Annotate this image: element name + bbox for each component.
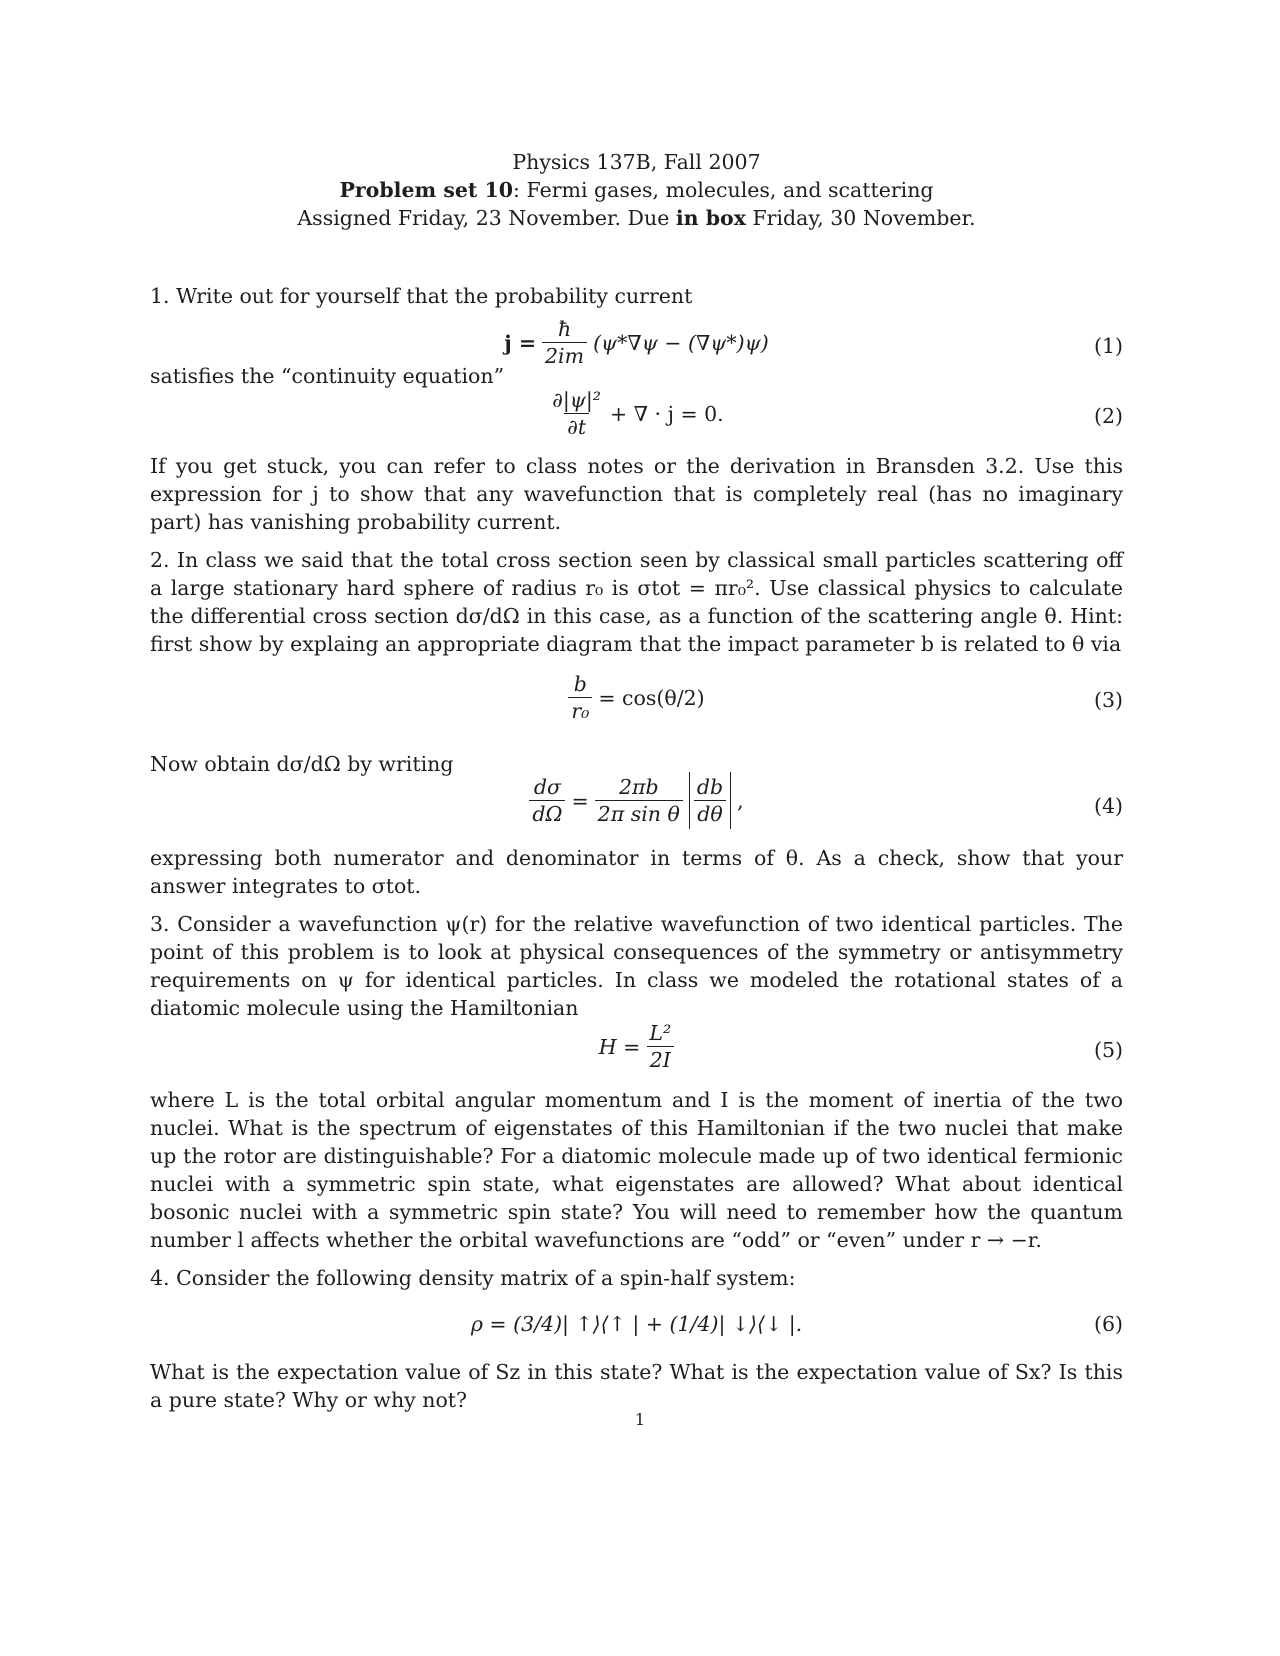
equation-6 bbox=[150, 1292, 1123, 1358]
eq3-label: (3) bbox=[1093, 688, 1123, 712]
eq5-lhs: H = bbox=[598, 1034, 641, 1059]
eq1-fraction bbox=[542, 316, 587, 369]
eq1-num: ħ bbox=[557, 317, 572, 341]
problem-4-after: What is the expectation value of Sz in this state? What is the expectation value of Sx? Is this a pure state? Why or why not? bbox=[150, 1360, 1123, 1412]
problem-1-mid: satisfies the “continuity equation” bbox=[150, 364, 505, 388]
dates-line bbox=[150, 204, 1123, 232]
eq3-rhs: = cos(θ/2) bbox=[598, 685, 705, 710]
eq3-fraction bbox=[568, 671, 592, 724]
problem-2-mid: Now obtain dσ/dΩ by writing bbox=[150, 752, 454, 776]
eq6-body: ρ = (3/4)| ↑⟩⟨↑ | + (1/4)| ↓⟩⟨↓ |. bbox=[470, 1312, 803, 1336]
eq4-aden: dθ bbox=[694, 800, 725, 827]
problem-2-body: 2. In class we said that the total cross section seen by classical small particles scattering off a large stationary hard sphere of radius r₀ is σtot = πr₀². Use classical physics to calculate the differential cross section dσ/dΩ in this case, as a function of the scattering angle θ. Hint: first show by explaing an appropriate diagram that the impact parameter b is related to θ via bbox=[150, 548, 1123, 656]
eq4-rnum: 2πb bbox=[618, 775, 659, 799]
eq5-num: L² bbox=[649, 1021, 672, 1045]
equation-2 bbox=[150, 390, 1123, 452]
dates-a: Assigned Friday, 23 November. Due bbox=[297, 206, 676, 230]
dates-bold: in box bbox=[675, 206, 746, 230]
eq2-den: ∂t bbox=[564, 413, 589, 440]
eq4-lden: dΩ bbox=[529, 800, 565, 827]
equation-1 bbox=[150, 310, 1123, 384]
eq2-fraction bbox=[549, 387, 604, 440]
eq2-num: ∂|ψ|² bbox=[552, 388, 602, 412]
eq4-lnum: dσ bbox=[533, 775, 561, 799]
eq1-rhs: (ψ*∇ψ − (∇ψ*)ψ) bbox=[593, 330, 769, 355]
problem-4-intro: 4. Consider the following density matrix of a spin-half system: bbox=[150, 1266, 796, 1290]
equation-4: $\frac{d\sigma}{d\Omega}$ = $\frac{2\pi b}{\text{2π sin θ}}$ $\frac{db}{d\theta}$ , (4) bbox=[150, 778, 1123, 844]
eq3-den: r₀ bbox=[568, 697, 592, 724]
problem-3-body: 3. Consider a wavefunction ψ(r) for the relative wavefunction of two identical particles. The point of this problem is to look at physical consequences of the symmetry or antisymmetry requirements on ψ for identical particles. In class we modeled the rotational states of a diatomic molecule using the Hamiltonian bbox=[150, 912, 1123, 1020]
eq4-label: (4) bbox=[1093, 794, 1123, 818]
document-header bbox=[150, 148, 1123, 232]
problem-1-intro: 1. Write out for yourself that the probability current bbox=[150, 284, 693, 308]
eq4-left-fraction bbox=[529, 774, 565, 827]
eq6-label: (6) bbox=[1093, 1312, 1123, 1336]
eq5-label: (5) bbox=[1093, 1038, 1123, 1062]
title-rest: : Fermi gases, molecules, and scattering bbox=[513, 178, 934, 202]
equation-5 bbox=[150, 1022, 1123, 1086]
eq3-num: b bbox=[573, 672, 587, 696]
eq1-den: 2im bbox=[542, 342, 587, 369]
problem-2-after: expressing both numerator and denominator in terms of θ. As a check, show that your answer integrates to σtot. bbox=[150, 846, 1123, 898]
title-line bbox=[150, 176, 1123, 204]
eq2-label: (2) bbox=[1093, 404, 1123, 428]
eq4-right-fraction bbox=[595, 774, 683, 827]
page-number: 1 bbox=[634, 1410, 646, 1429]
eq5-fraction bbox=[646, 1020, 674, 1073]
eq2-rhs: + ∇ · j = 0. bbox=[610, 401, 724, 426]
eq4-rden: 2π sin θ bbox=[595, 800, 683, 827]
title-bold: Problem set 10 bbox=[339, 178, 514, 202]
eq1-label: (1) bbox=[1093, 334, 1123, 358]
equation-3 bbox=[150, 658, 1123, 744]
course-line: Physics 137B, Fall 2007 bbox=[512, 150, 761, 174]
problem-1-body: If you get stuck, you can refer to class notes or the derivation in Bransden 3.2. Use this expression for j to show that any wavefunction that is completely real (has no imaginary part) has vanishing probability current. bbox=[150, 454, 1123, 534]
dates-b: Friday, 30 November. bbox=[745, 206, 976, 230]
eq5-den: 2I bbox=[647, 1046, 674, 1073]
eq4-anum: db bbox=[696, 775, 724, 799]
paper-page bbox=[150, 148, 1123, 1414]
eq4-abs bbox=[689, 772, 731, 829]
problem-3-after: where L is the total orbital angular momentum and I is the moment of inertia of the two nuclei. What is the spectrum of eigenstates of this Hamiltonian if the two nuclei that make up the rotor are distinguishable? For a diatomic molecule made up of two identical fermionic nuclei with a symmetric spin state, what eigenstates are allowed? What about identical bosonic nuclei with a symmetric spin state? You will need to remember how the quantum number l affects whether the orbital wavefunctions are “odd” or “even” under r → −r. bbox=[150, 1088, 1123, 1252]
eq1-lhs: j = bbox=[504, 330, 537, 355]
